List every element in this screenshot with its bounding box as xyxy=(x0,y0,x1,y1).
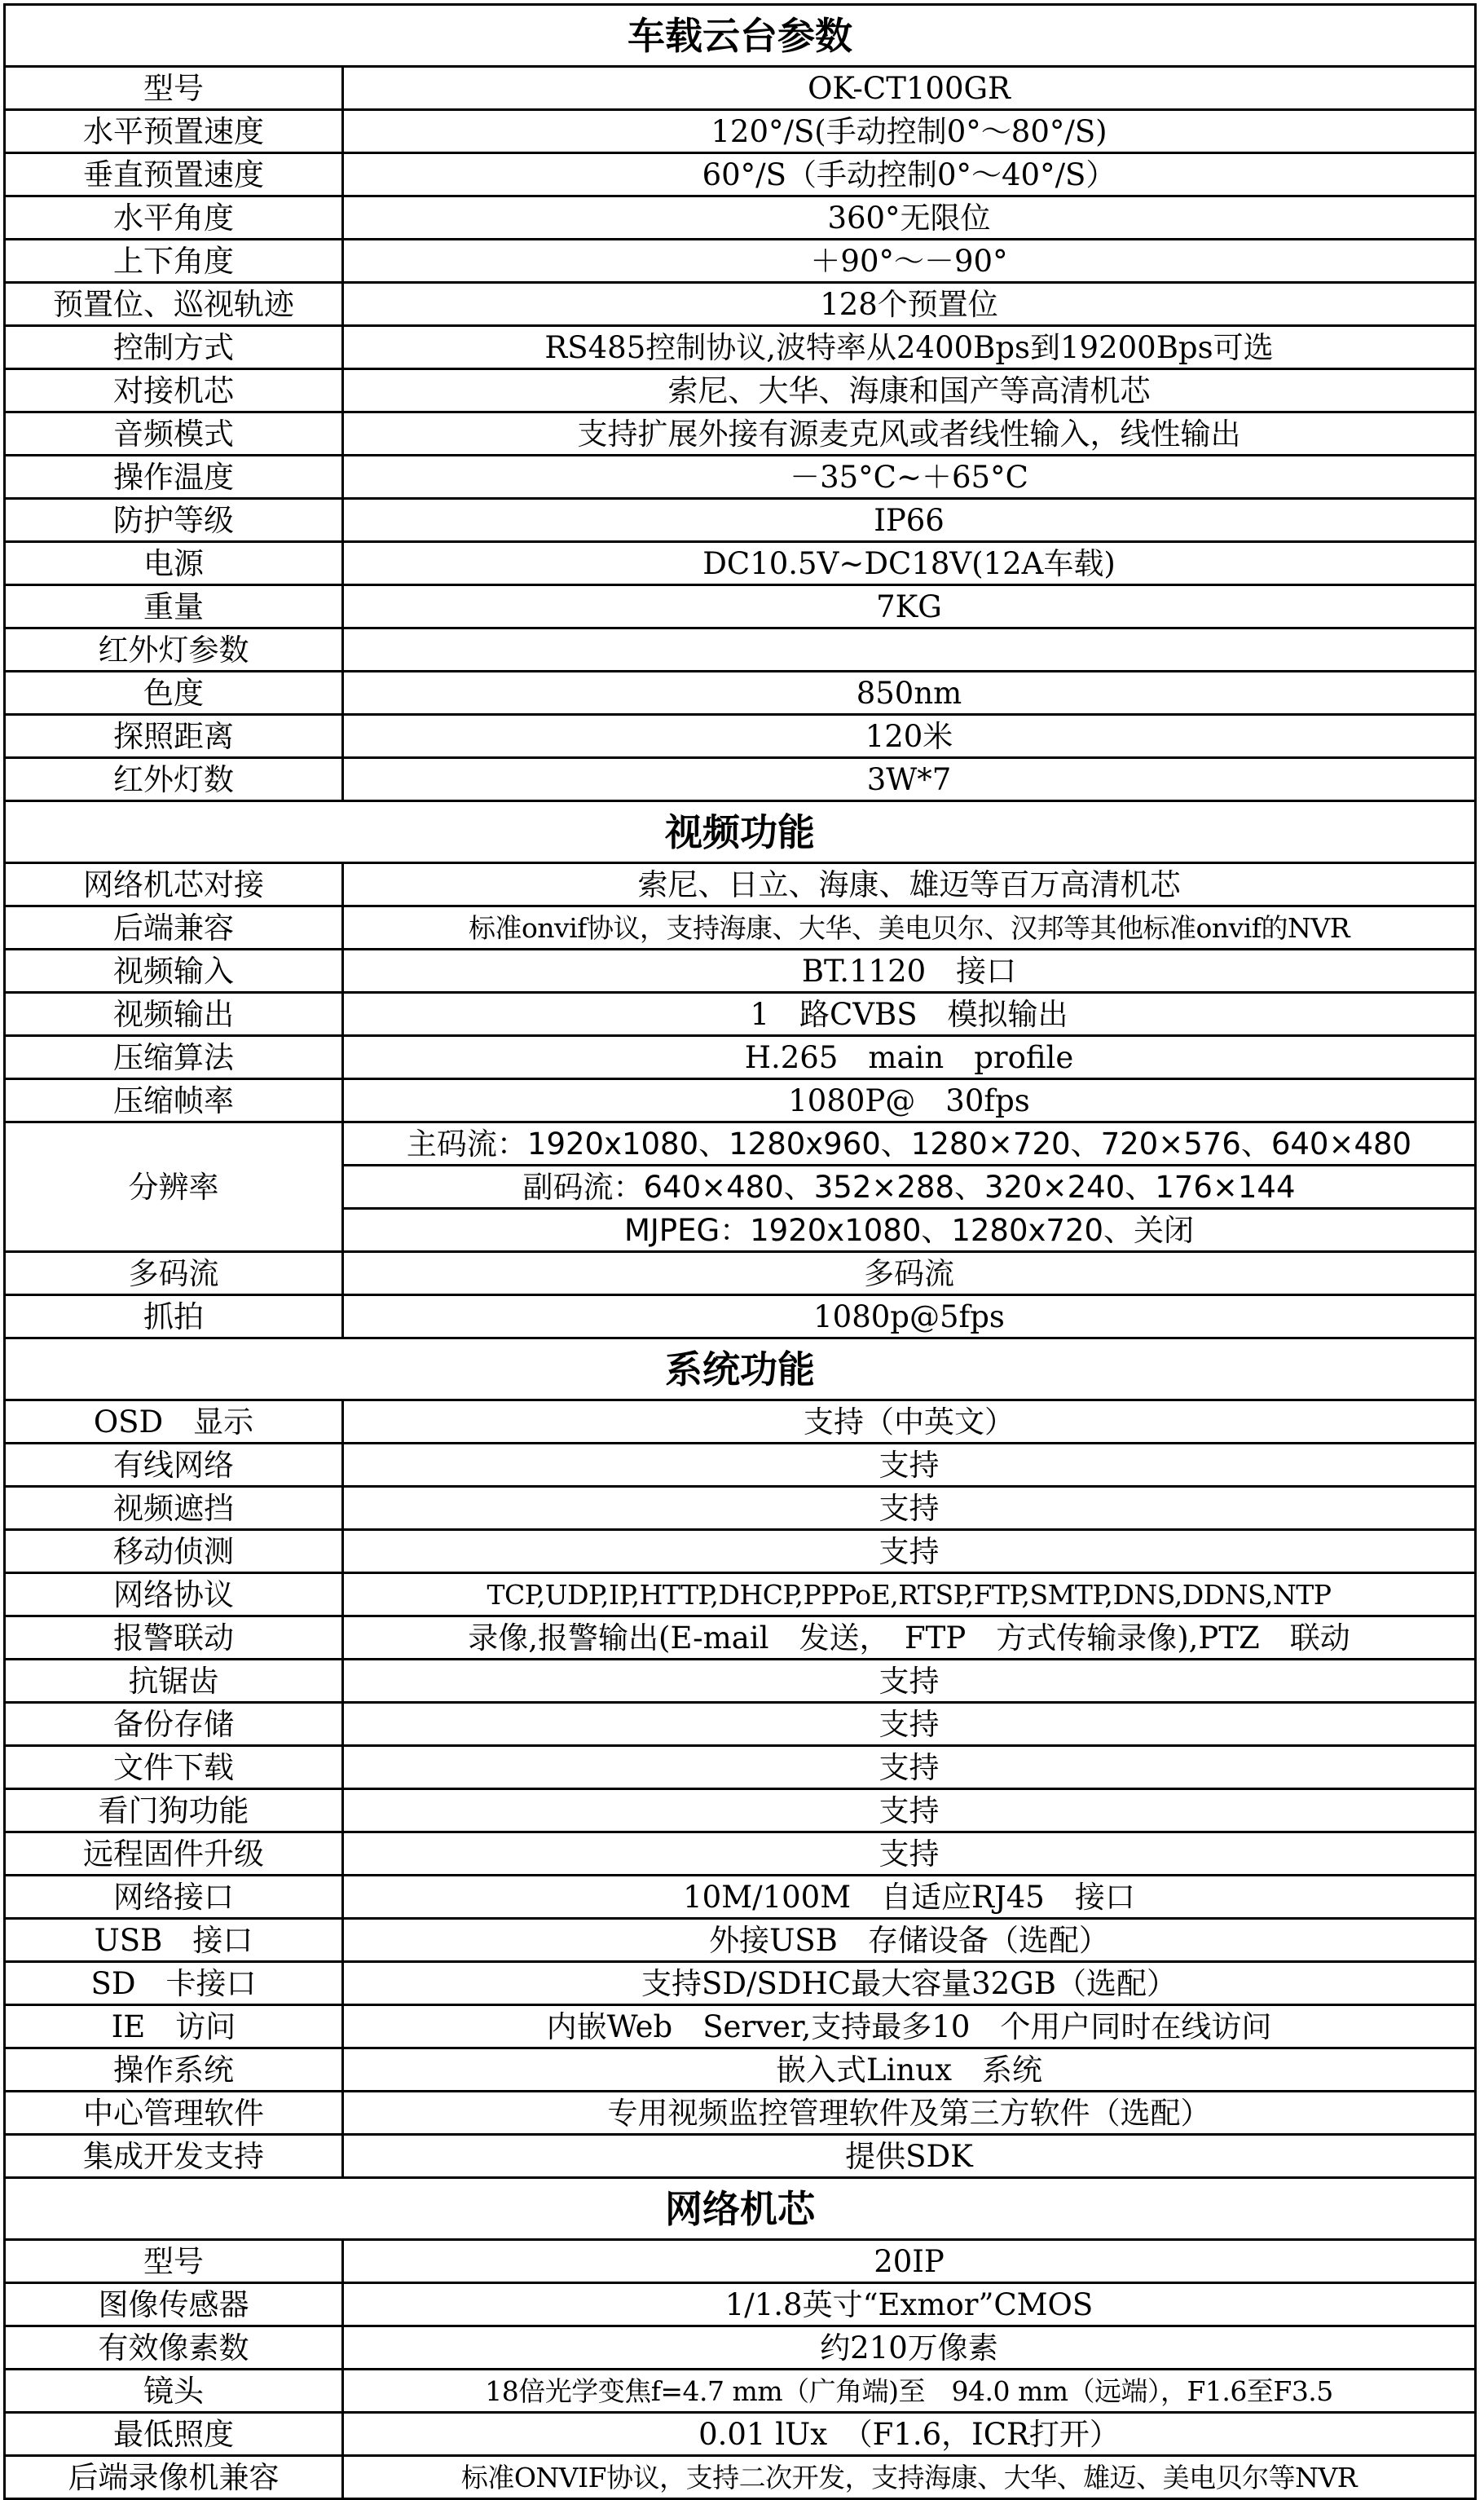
param-label: 镜头 xyxy=(5,2370,343,2413)
table-row xyxy=(5,863,1476,906)
table-row xyxy=(5,1487,1476,1530)
table-row xyxy=(5,2283,1476,2326)
section-header-row xyxy=(5,1338,1476,1400)
param-value: ＋90°～－90° xyxy=(343,240,1476,283)
section-title: 网络机芯 xyxy=(5,2178,1476,2240)
param-label: 垂直预置速度 xyxy=(5,153,343,196)
param-value: 支持 xyxy=(343,1789,1476,1832)
param-value: 主码流：1920x1080、1280x960、1280×720、720×576、640×480 xyxy=(343,1122,1476,1166)
param-label: 控制方式 xyxy=(5,326,343,369)
table-row xyxy=(5,67,1476,110)
param-value: 支持 xyxy=(343,1746,1476,1789)
table-row xyxy=(5,1036,1476,1079)
param-label: 色度 xyxy=(5,672,343,715)
table-row xyxy=(5,1919,1476,1962)
table-row xyxy=(5,672,1476,715)
param-value: 内嵌Web Server,支持最多10 个用户同时在线访问 xyxy=(343,2005,1476,2048)
section-title: 视频功能 xyxy=(5,801,1476,863)
table-row xyxy=(5,110,1476,153)
table-row xyxy=(5,1789,1476,1832)
param-label: 上下角度 xyxy=(5,240,343,283)
param-label: 报警联动 xyxy=(5,1616,343,1660)
table-row xyxy=(5,2456,1476,2499)
param-value: DC10.5V~DC18V(12A车载) xyxy=(343,542,1476,585)
table-row xyxy=(5,2370,1476,2413)
table-row xyxy=(5,2092,1476,2135)
param-label: 后端兼容 xyxy=(5,906,343,950)
table-row xyxy=(5,1832,1476,1876)
param-label: 分辨率 xyxy=(5,1122,343,1252)
param-value: 支持 xyxy=(343,1832,1476,1876)
param-label: 音频模式 xyxy=(5,412,343,456)
param-value: IP66 xyxy=(343,499,1476,542)
table-row xyxy=(5,585,1476,628)
param-value: 索尼、日立、海康、雄迈等百万高清机芯 xyxy=(343,863,1476,906)
table-row xyxy=(5,369,1476,412)
table-row xyxy=(5,758,1476,801)
section-header-row xyxy=(5,5,1476,67)
table-row xyxy=(5,283,1476,326)
param-value: 60°/S（手动控制0°～40°/S） xyxy=(343,153,1476,196)
spec-table xyxy=(3,3,1477,2500)
table-row xyxy=(5,1962,1476,2005)
table-row xyxy=(5,1876,1476,1919)
section-title: 系统功能 xyxy=(5,1338,1476,1400)
param-value: 多码流 xyxy=(343,1252,1476,1295)
param-value: 3W*7 xyxy=(343,758,1476,801)
table-row xyxy=(5,1660,1476,1703)
param-value: 副码流：640×480、352×288、320×240、176×144 xyxy=(343,1166,1476,1209)
param-value: H.265 main profile xyxy=(343,1036,1476,1079)
param-label: 水平预置速度 xyxy=(5,110,343,153)
param-value: 录像,报警输出(E-mail 发送， FTP 方式传输录像),PTZ 联动 xyxy=(343,1616,1476,1660)
param-value: 18倍光学变焦f=4.7 mm（广角端)至 94.0 mm（远端），F1.6至F3.5 xyxy=(343,2370,1476,2413)
param-value: MJPEG：1920x1080、1280x720、关闭 xyxy=(343,1209,1476,1252)
param-value: 嵌入式Linux 系统 xyxy=(343,2048,1476,2092)
param-value: 1080P@ 30fps xyxy=(343,1079,1476,1122)
table-row xyxy=(5,1746,1476,1789)
param-value: 20IP xyxy=(343,2240,1476,2283)
param-label: 压缩算法 xyxy=(5,1036,343,1079)
table-row xyxy=(5,1079,1476,1122)
table-row xyxy=(5,196,1476,240)
param-label: 水平角度 xyxy=(5,196,343,240)
table-row xyxy=(5,2048,1476,2092)
param-value: －35°C~＋65°C xyxy=(343,456,1476,499)
table-row xyxy=(5,715,1476,758)
param-value: 索尼、大华、海康和国产等高清机芯 xyxy=(343,369,1476,412)
param-label: 抗锯齿 xyxy=(5,1660,343,1703)
param-label: 网络机芯对接 xyxy=(5,863,343,906)
section-header-row xyxy=(5,801,1476,863)
table-row xyxy=(5,456,1476,499)
param-label: 型号 xyxy=(5,2240,343,2283)
param-label: SD 卡接口 xyxy=(5,1962,343,2005)
param-label: 型号 xyxy=(5,67,343,110)
param-label: 防护等级 xyxy=(5,499,343,542)
table-row xyxy=(5,326,1476,369)
param-label: IE 访问 xyxy=(5,2005,343,2048)
table-row xyxy=(5,1295,1476,1338)
table-row xyxy=(5,2326,1476,2370)
param-value: 标准ONVIF协议，支持二次开发，支持海康、大华、雄迈、美电贝尔等NVR xyxy=(343,2456,1476,2499)
param-label: 探照距离 xyxy=(5,715,343,758)
param-label: 看门狗功能 xyxy=(5,1789,343,1832)
param-label: 后端录像机兼容 xyxy=(5,2456,343,2499)
param-label: 对接机芯 xyxy=(5,369,343,412)
table-row xyxy=(5,1530,1476,1573)
section-header-row xyxy=(5,2178,1476,2240)
param-label: OSD 显示 xyxy=(5,1400,343,1444)
param-label: 远程固件升级 xyxy=(5,1832,343,1876)
table-row xyxy=(5,2413,1476,2456)
param-value: 支持（中英文） xyxy=(343,1400,1476,1444)
param-value: 专用视频监控管理软件及第三方软件（选配） xyxy=(343,2092,1476,2135)
param-value: 支持扩展外接有源麦克风或者线性输入，线性输出 xyxy=(343,412,1476,456)
param-label: 最低照度 xyxy=(5,2413,343,2456)
param-value: 外接USB 存储设备（选配） xyxy=(343,1919,1476,1962)
param-value: BT.1120 接口 xyxy=(343,950,1476,993)
param-label: 多码流 xyxy=(5,1252,343,1295)
param-value: 1/1.8英寸“Exmor”CMOS xyxy=(343,2283,1476,2326)
param-value: 1 路CVBS 模拟输出 xyxy=(343,993,1476,1036)
param-value: 约210万像素 xyxy=(343,2326,1476,2370)
param-label: 视频输出 xyxy=(5,993,343,1036)
table-row xyxy=(5,2135,1476,2178)
param-value: TCP,UDP,IP,HTTP,DHCP,PPPoE,RTSP,FTP,SMTP,DNS,DDNS,NTP xyxy=(343,1573,1476,1616)
table-row xyxy=(5,499,1476,542)
param-label: 有线网络 xyxy=(5,1444,343,1487)
table-row xyxy=(5,1616,1476,1660)
param-value: 支持 xyxy=(343,1530,1476,1573)
table-row xyxy=(5,993,1476,1036)
param-value: 850nm xyxy=(343,672,1476,715)
param-label: 操作温度 xyxy=(5,456,343,499)
param-label: 抓拍 xyxy=(5,1295,343,1338)
param-value: 标准onvif协议，支持海康、大华、美电贝尔、汉邦等其他标准onvif的NVR xyxy=(343,906,1476,950)
param-value: 支持 xyxy=(343,1703,1476,1746)
table-row xyxy=(5,1400,1476,1444)
param-value: 支持 xyxy=(343,1444,1476,1487)
param-label: 压缩帧率 xyxy=(5,1079,343,1122)
param-value: 360°无限位 xyxy=(343,196,1476,240)
param-label: 预置位、巡视轨迹 xyxy=(5,283,343,326)
param-label: USB 接口 xyxy=(5,1919,343,1962)
param-value: 7KG xyxy=(343,585,1476,628)
table-row xyxy=(5,2005,1476,2048)
param-value: 10M/100M 自适应RJ45 接口 xyxy=(343,1876,1476,1919)
param-value: 支持 xyxy=(343,1660,1476,1703)
table-row xyxy=(5,1122,1476,1166)
param-label: 图像传感器 xyxy=(5,2283,343,2326)
param-value: OK-CT100GR xyxy=(343,67,1476,110)
param-label: 电源 xyxy=(5,542,343,585)
param-label: 集成开发支持 xyxy=(5,2135,343,2178)
param-label: 有效像素数 xyxy=(5,2326,343,2370)
table-row xyxy=(5,906,1476,950)
table-row xyxy=(5,542,1476,585)
param-label: 网络协议 xyxy=(5,1573,343,1616)
param-value: 支持SD/SDHC最大容量32GB（选配） xyxy=(343,1962,1476,2005)
param-label: 备份存储 xyxy=(5,1703,343,1746)
table-row xyxy=(5,240,1476,283)
param-value: RS485控制协议,波特率从2400Bps到19200Bps可选 xyxy=(343,326,1476,369)
section-title: 车载云台参数 xyxy=(5,5,1476,67)
param-label: 操作系统 xyxy=(5,2048,343,2092)
table-row xyxy=(5,1252,1476,1295)
param-value: 1080p@5fps xyxy=(343,1295,1476,1338)
param-label: 视频遮挡 xyxy=(5,1487,343,1530)
table-row xyxy=(5,628,1476,672)
table-row xyxy=(5,1444,1476,1487)
param-value: 120米 xyxy=(343,715,1476,758)
param-label: 中心管理软件 xyxy=(5,2092,343,2135)
param-value: 0.01 lUx （F1.6，ICR打开） xyxy=(343,2413,1476,2456)
param-label: 红外灯数 xyxy=(5,758,343,801)
param-label: 移动侦测 xyxy=(5,1530,343,1573)
table-row xyxy=(5,1573,1476,1616)
param-value: 120°/S(手动控制0°～80°/S) xyxy=(343,110,1476,153)
table-row xyxy=(5,1703,1476,1746)
table-row xyxy=(5,153,1476,196)
param-label: 文件下载 xyxy=(5,1746,343,1789)
table-row xyxy=(5,950,1476,993)
param-label: 视频输入 xyxy=(5,950,343,993)
table-row xyxy=(5,412,1476,456)
param-value: 提供SDK xyxy=(343,2135,1476,2178)
param-label: 重量 xyxy=(5,585,343,628)
param-label: 网络接口 xyxy=(5,1876,343,1919)
table-row xyxy=(5,2240,1476,2283)
param-value xyxy=(343,628,1476,672)
param-value: 支持 xyxy=(343,1487,1476,1530)
param-value: 128个预置位 xyxy=(343,283,1476,326)
param-label: 红外灯参数 xyxy=(5,628,343,672)
